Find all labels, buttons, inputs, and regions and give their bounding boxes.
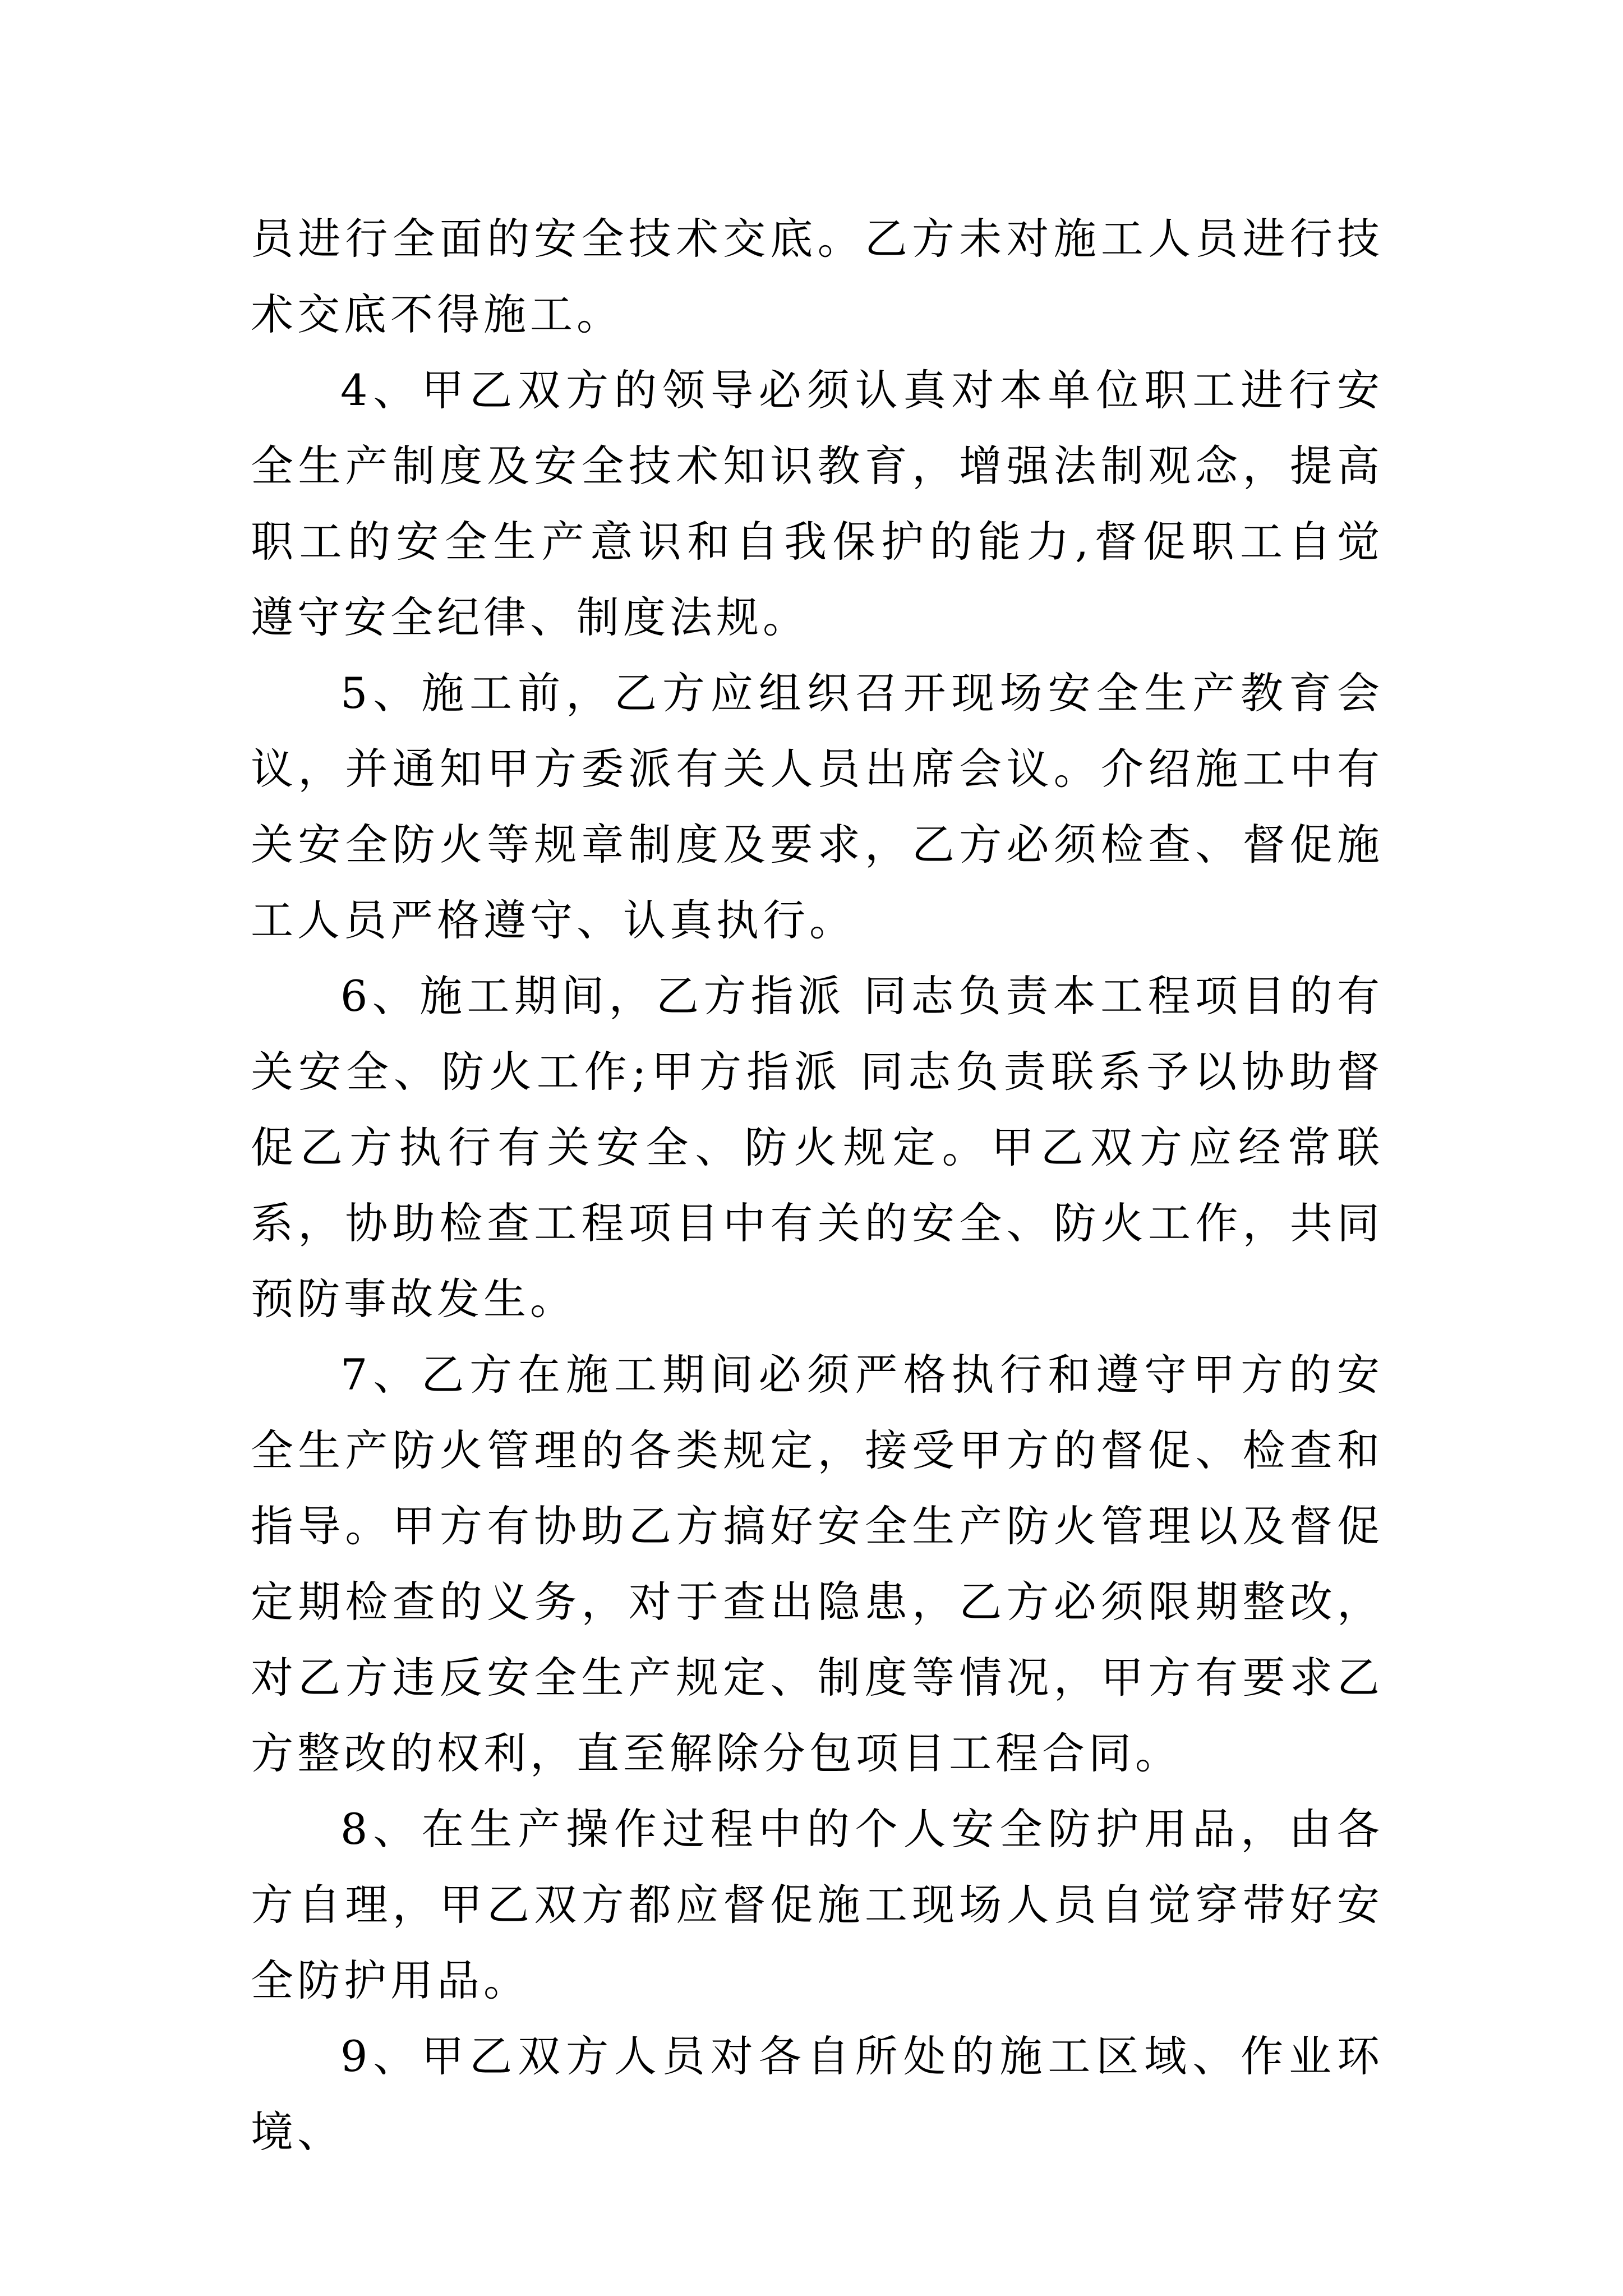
paragraph-clause-5: 5、施工前，乙方应组织召开现场安全生产教育会议，并通知甲方委派有关人员出席会议。介绍施工中有关安全防火等规章制度及要求，乙方必须检查、督促施工人员严格遵守、认真执行。	[251, 668, 1384, 945]
document-body	[251, 201, 1384, 2170]
paragraph-clause-4: 4、甲乙双方的领导必须认真对本单位职工进行安全生产制度及安全技术知识教育，增强法制观念，提高职工的安全生产意识和自我保护的能力,督促职工自觉遵守安全纪律、制度法规。	[251, 365, 1384, 642]
paragraph-continuation: 员进行全面的安全技术交底。乙方未对施工人员进行技术交底不得施工。	[251, 214, 1384, 339]
paragraph-clause-9: 9、甲乙双方人员对各自所处的施工区域、作业环境、	[251, 2031, 1384, 2157]
paragraph-clause-8: 8、在生产操作过程中的个人安全防护用品，由各方自理，甲乙双方都应督促施工现场人员自觉穿带好安全防护用品。	[251, 1804, 1384, 2005]
paragraph-clause-7: 7、乙方在施工期间必须严格执行和遵守甲方的安全生产防火管理的各类规定，接受甲方的督促、检查和指导。甲方有协助乙方搞好安全生产防火管理以及督促定期检查的义务，对于查出隐患，乙方必须限期整改，对乙方违反安全生产规定、制度等情况，甲方有要求乙方整改的权利，直至解除分包项目工程合同。	[251, 1350, 1384, 1778]
paragraph-clause-6: 6、施工期间，乙方指派 同志负责本工程项目的有关安全、防火工作;甲方指派 同志负责联系予以协助督促乙方执行有关安全、防火规定。甲乙双方应经常联系，协助检查工程项目中有关的安全、防火工作，共同预防事故发生。	[251, 971, 1384, 1324]
